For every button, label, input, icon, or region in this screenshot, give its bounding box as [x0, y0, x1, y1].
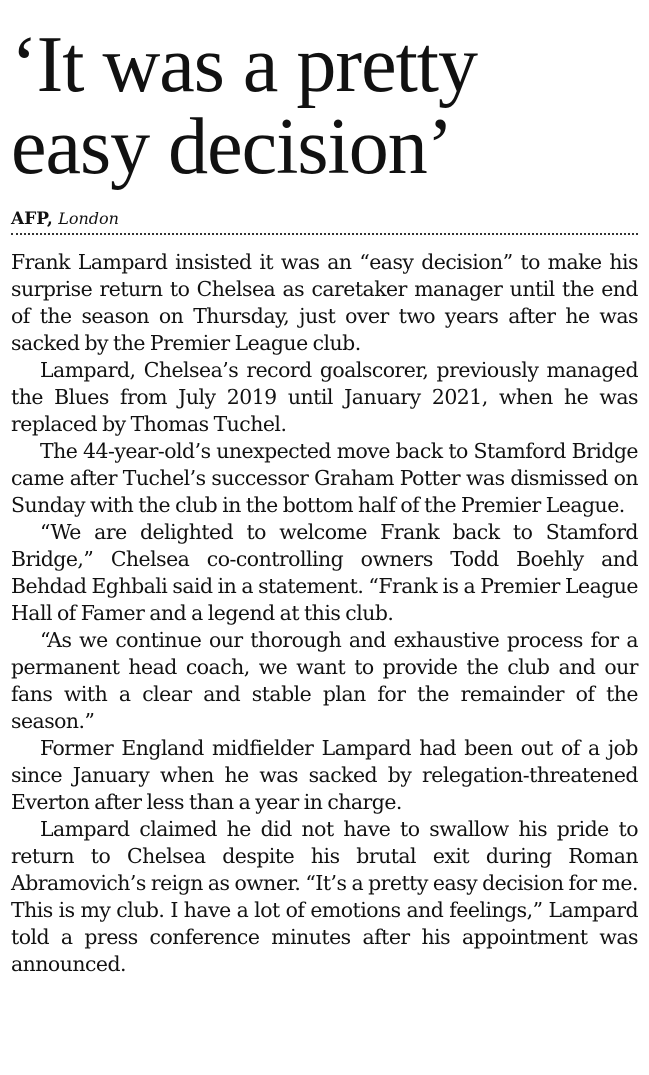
byline-agency: AFP, [11, 209, 53, 229]
paragraph: Lampard claimed he did not have to swallow his pride to return to Chelsea despite his brutal exit during Roman Abramovich’s reign as owner. “It’s a pretty easy decision for me. This is my club. I have a lot of emotions and feelings,” Lampard told a press conference minutes after his appointment was announced. [11, 817, 638, 976]
dotted-divider [11, 233, 638, 235]
byline [11, 209, 638, 229]
paragraph: The 44-year-old’s unexpected move back to Stamford Bridge came after Tuchel’s successor Graham Potter was dismissed on Sunday with the club in the bottom half of the Premier League. [11, 439, 638, 517]
headline-line: easy decision’ [11, 103, 453, 191]
paragraph: Lampard, Chelsea’s record goalscorer, previously managed the Blues from July 2019 until January 2021, when he was replaced by Thomas Tuchel. [11, 358, 638, 436]
paragraph: Frank Lampard insisted it was an “easy decision” to make his surprise return to Chelsea as caretaker manager until the end of the season on Thursday, just over two years after he was sacked by the Premier League club. [11, 250, 638, 355]
article-body [11, 249, 638, 978]
headline [11, 0, 638, 191]
paragraph: “As we continue our thorough and exhaustive process for a permanent head coach, we want to provide the club and our fans with a clear and stable plan for the remainder of the season.” [11, 628, 638, 733]
byline-location: London [58, 209, 119, 228]
headline-line: ‘It was a pretty [11, 21, 478, 109]
paragraph: Former England midfielder Lampard had been out of a job since January when he was sacked by relegation-threatened Everton after less than a year in charge. [11, 736, 638, 814]
paragraph: “We are delighted to welcome Frank back to Stamford Bridge,” Chelsea co-controlling owners Todd Boehly and Behdad Eghbali said in a statement. “Frank is a Premier League Hall of Famer and a legend at this club. [11, 520, 638, 625]
